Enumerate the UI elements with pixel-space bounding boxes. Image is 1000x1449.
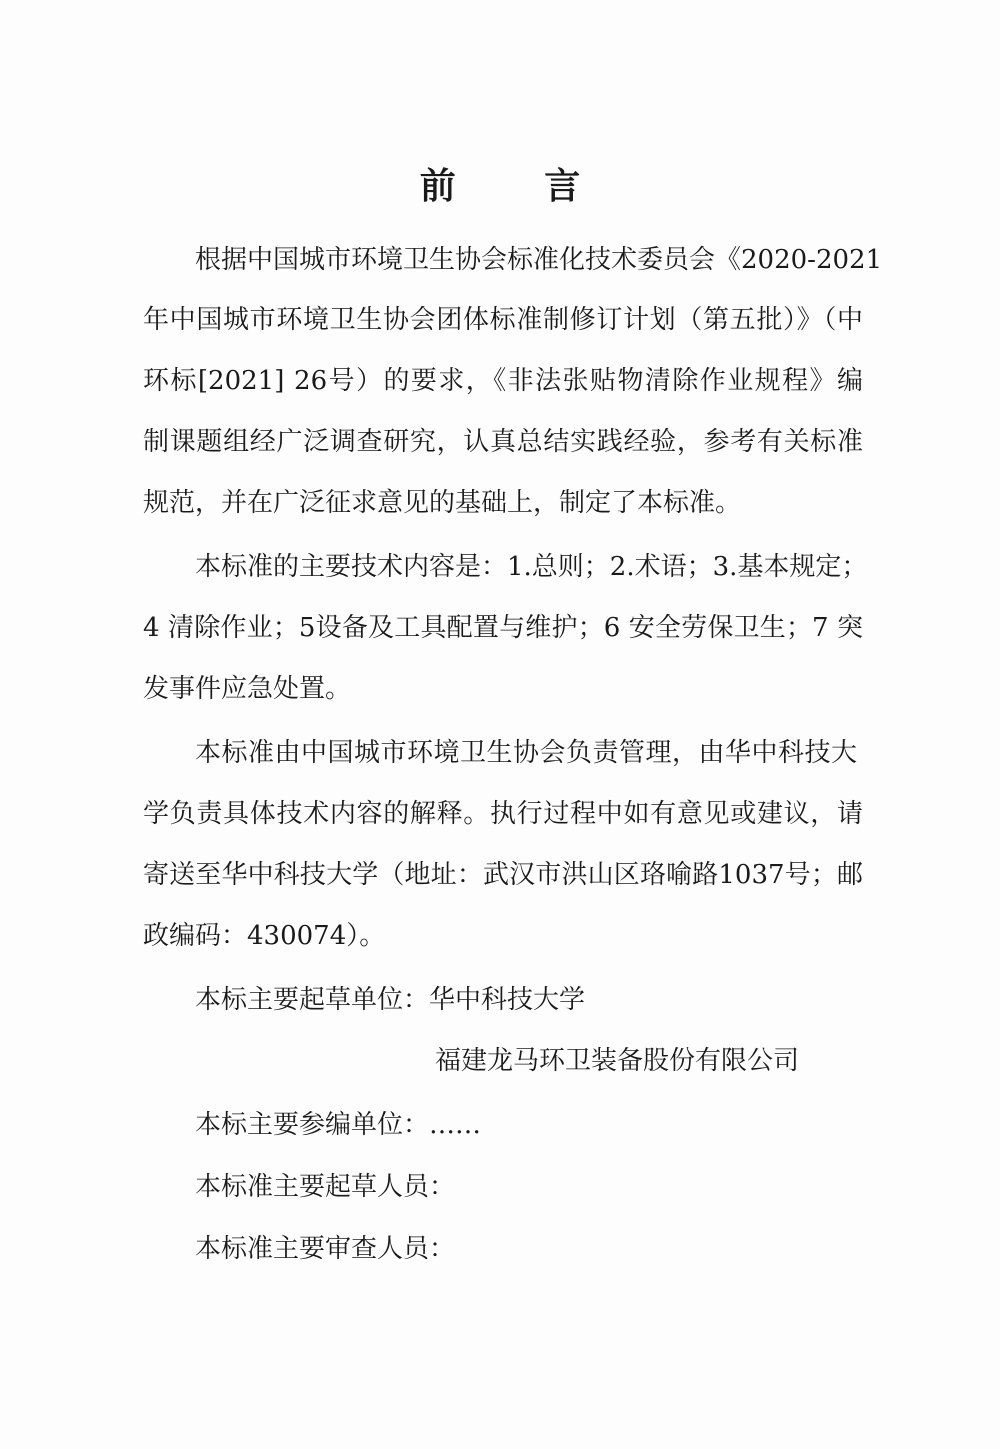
paragraph-2-line-2: 4 清除作业；5设备及工具配置与维护；6 安全劳保卫生；7 突: [143, 613, 863, 643]
paragraph-1-line-5: 规范，并在广泛征求意见的基础上，制定了本标准。: [143, 488, 742, 518]
paragraph-1-line-1: 根据中国城市环境卫生协会标准化技术委员会《2020-2021: [195, 245, 883, 275]
paragraph-2-line-3: 发事件应急处置。: [143, 674, 352, 704]
page-title: 前 言: [419, 166, 619, 207]
review-persons: 本标准主要审查人员：: [195, 1234, 456, 1264]
paragraph-3-line-1: 本标准由中国城市环境卫生协会负责管理，由华中科技大: [195, 738, 857, 768]
paragraph-1-line-3: 环标[2021] 26号）的要求，《非法张贴物清除作业规程》编: [143, 366, 863, 396]
paragraph-3-line-2: 学负责具体技术内容的解释。执行过程中如有意见或建议，请: [143, 799, 863, 829]
paragraph-1-line-4: 制课题组经广泛调查研究，认真总结实践经验，参考有关标准: [143, 427, 863, 457]
paragraph-3-line-3: 寄送至华中科技大学（地址：武汉市洪山区珞喻路1037号；邮: [143, 860, 863, 890]
paragraph-3-line-4: 政编码：430074）。: [143, 921, 386, 951]
participating-units: 本标主要参编单位：……: [195, 1110, 482, 1140]
drafting-units: 本标主要起草单位：华中科技大学: [195, 985, 586, 1015]
paragraph-1-line-2: 年中国城市环境卫生协会团体标准制修订计划（第五批）》（中: [143, 305, 863, 335]
drafting-unit-2: 福建龙马环卫装备股份有限公司: [435, 1046, 800, 1076]
drafting-persons: 本标准主要起草人员：: [195, 1172, 456, 1202]
paragraph-2-line-1: 本标准的主要技术内容是：1.总则；2.术语；3.基本规定；: [195, 552, 868, 582]
